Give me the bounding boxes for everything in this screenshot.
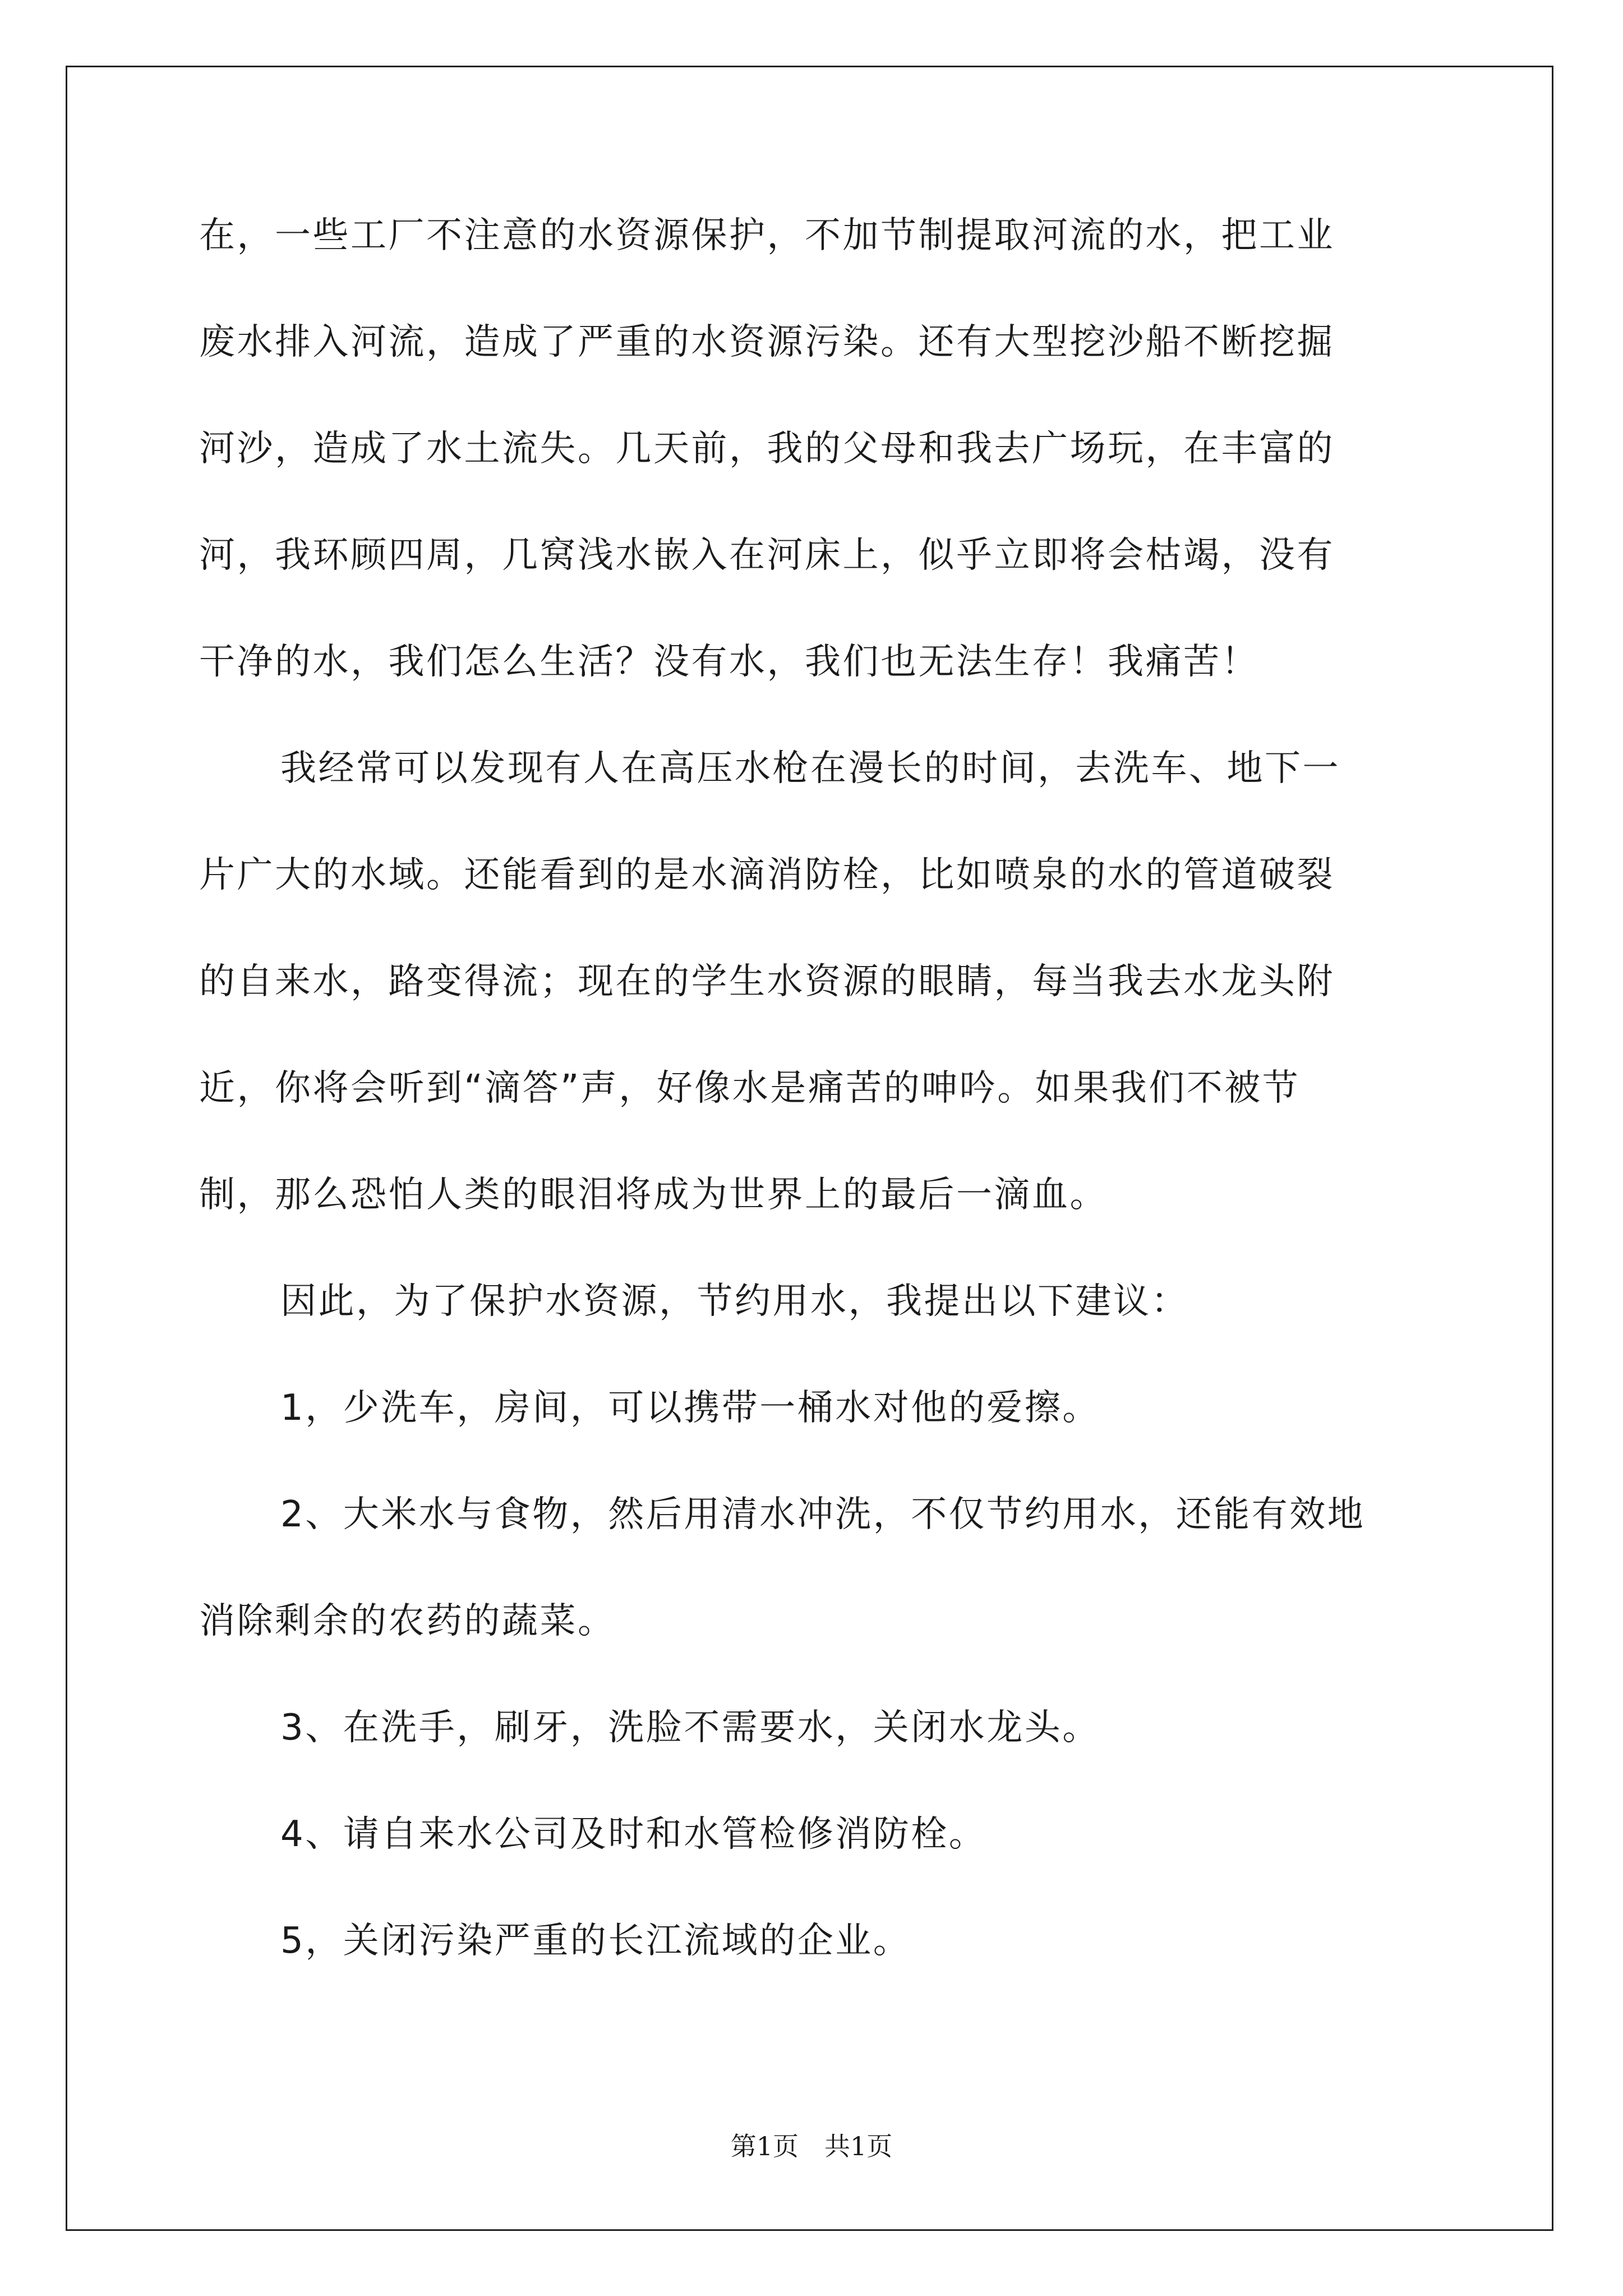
- text-line-9: 近，你将会听到“滴答”声，好像水是痛苦的呻吟。如果我们不被节: [199, 1068, 1301, 1109]
- text-line-1: 在，一些工厂不注意的水资源保护，不加节制提取河流的水，把工业: [199, 215, 1335, 256]
- text-line-6: 我经常可以发现有人在高压水枪在漫长的时间，去洗车、地下一: [280, 748, 1340, 789]
- text-line-15: 3、在洗手，刷牙，洗脸不需要水，关闭水龙头。: [280, 1707, 1100, 1749]
- text-line-12: 1，少洗车，房间，可以携带一桶水对他的爱擦。: [280, 1387, 1100, 1429]
- text-line-13: 2、大米水与食物，然后用清水冲洗，不仅节约用水，还能有效地: [280, 1494, 1366, 1535]
- page-border: [66, 66, 1553, 2231]
- text-line-4: 河，我环顾四周，几窝浅水嵌入在河床上，似乎立即将会枯竭，没有: [199, 535, 1335, 576]
- text-line-10: 制，那么恐怕人类的眼泪将成为世界上的最后一滴血。: [199, 1174, 1108, 1216]
- text-line-2: 废水排入河流，造成了严重的水资源污染。还有大型挖沙船不断挖掘: [199, 321, 1335, 363]
- text-line-11: 因此，为了保护水资源，节约用水，我提出以下建议：: [280, 1281, 1189, 1322]
- text-line-7: 片广大的水域。还能看到的是水滴消防栓，比如喷泉的水的管道破裂: [199, 854, 1335, 896]
- text-line-17: 5，关闭污染严重的长江流域的企业。: [280, 1920, 911, 1962]
- text-line-8: 的自来水，路变得流；现在的学生水资源的眼睛，每当我去水龙头附: [199, 961, 1335, 1002]
- text-line-3: 河沙，造成了水土流失。几天前，我的父母和我去广场玩，在丰富的: [199, 428, 1335, 470]
- text-line-14: 消除剩余的农药的蔬菜。: [199, 1600, 616, 1642]
- page-number: 第1页 共1页: [730, 2131, 893, 2161]
- text-line-16: 4、请自来水公司及时和水管检修消防栓。: [280, 1814, 987, 1855]
- text-line-5: 干净的水，我们怎么生活？没有水，我们也无法生存！我痛苦！: [199, 641, 1259, 683]
